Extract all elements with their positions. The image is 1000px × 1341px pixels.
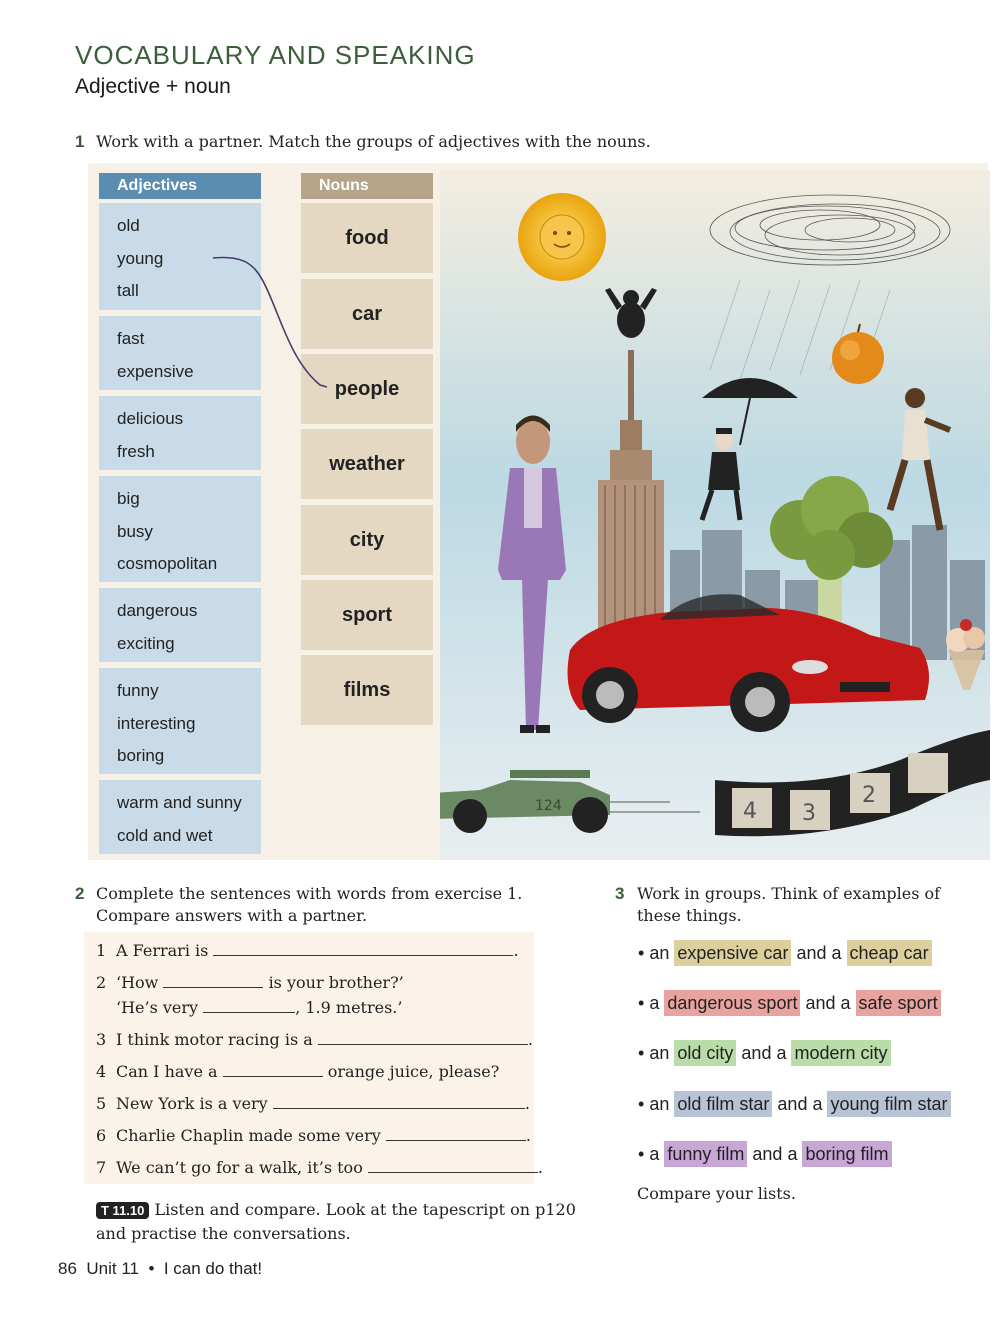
sentence-text: , 1.9 metres.’ [295, 998, 403, 1017]
bullet-connector: and a [752, 1144, 798, 1164]
adjective-group-6 [99, 668, 261, 774]
bullet-icon: • [638, 1144, 645, 1164]
adjective-word: old [117, 216, 140, 235]
highlight-phrase: safe sport [856, 990, 941, 1016]
collage-illustration [440, 170, 990, 860]
highlight-phrase: modern city [791, 1040, 890, 1066]
sentence-number: 2 [96, 973, 107, 992]
sentence-4 [96, 1062, 499, 1081]
unit-label: Unit 11 [86, 1259, 139, 1278]
adjectives-header: Adjectives [99, 173, 261, 199]
tapescript-badge[interactable]: T 11.10 [96, 1202, 149, 1219]
exercise-2-instruction-line1: Complete the sentences with words from exercise 1. [96, 884, 523, 903]
adjective-word: expensive [117, 361, 194, 381]
page-title: VOCABULARY AND SPEAKING [75, 40, 476, 70]
adjective-word: warm and sunny [117, 793, 242, 812]
highlight-phrase: young film star [827, 1091, 950, 1117]
sentence-text: I think motor racing is a [116, 1030, 313, 1049]
sentence-text: ‘How [116, 973, 159, 992]
adjective-group-4 [99, 476, 261, 582]
noun-box-city: city [301, 505, 433, 575]
listen-instruction [96, 1200, 576, 1219]
adjective-word: cold and wet [117, 825, 213, 845]
answer-blank[interactable] [318, 1030, 528, 1045]
sentence-text: is your brother?’ [268, 973, 404, 992]
bullet-connector: and a [741, 1043, 787, 1063]
listen-line2: and practise the conversations. [96, 1224, 351, 1243]
adjective-word: young [117, 248, 164, 268]
adjective-word: fast [117, 329, 145, 348]
adjective-word: dangerous [117, 601, 198, 620]
example-match-line [205, 250, 335, 395]
noun-box-people: people [301, 354, 433, 424]
adjective-word: busy [117, 521, 153, 541]
sentence-number: 4 [96, 1062, 107, 1081]
answer-blank[interactable] [368, 1158, 538, 1173]
page-number: 86 [58, 1259, 77, 1278]
highlight-phrase: cheap car [847, 940, 932, 966]
adjective-word: funny [117, 681, 159, 700]
bullet-article: an [649, 1043, 670, 1063]
bullet-item-5 [638, 1144, 892, 1165]
unit-title: I can do that! [163, 1259, 263, 1278]
exercise-3-instruction-line2: these things. [637, 906, 742, 925]
bullet-connector: and a [777, 1094, 823, 1114]
exercise-3-instruction-line1: Work in groups. Think of examples of [637, 884, 941, 903]
listen-line1: Listen and compare. Look at the tapescript on p120 [154, 1200, 576, 1219]
exercise-1-number: 1 [75, 132, 85, 151]
sentence-text: Can I have a [116, 1062, 218, 1081]
sentence-2 [96, 973, 404, 992]
answer-blank[interactable] [163, 973, 263, 988]
bullet-connector: and a [805, 993, 851, 1013]
answer-blank[interactable] [273, 1094, 525, 1109]
sentence-2b [96, 998, 402, 1017]
answer-blank[interactable] [213, 941, 513, 956]
car-number-label: 124 [535, 798, 562, 814]
highlight-phrase: old city [674, 1040, 736, 1066]
noun-box-car: car [301, 279, 433, 349]
highlight-phrase: funny film [664, 1141, 747, 1167]
adjective-word: delicious [117, 409, 184, 428]
adjective-word: big [117, 489, 140, 508]
bullet-article: a [649, 1144, 660, 1164]
sentence-text: . [525, 1126, 531, 1145]
adjective-word: boring [117, 746, 165, 765]
film-countdown-3: 3 [802, 801, 816, 826]
highlight-phrase: old film star [674, 1091, 772, 1117]
exercise-2-instruction-line2: Compare answers with a partner. [96, 906, 368, 925]
sentence-text: . [513, 941, 519, 960]
film-countdown-2: 2 [862, 783, 876, 808]
adjective-word: cosmopolitan [117, 554, 218, 573]
sentence-1 [96, 941, 519, 960]
highlight-phrase: boring film [802, 1141, 891, 1167]
sentence-6 [96, 1126, 531, 1145]
sentence-number: 1 [96, 941, 107, 960]
bullet-icon: • [638, 1094, 645, 1114]
highlight-phrase: dangerous sport [664, 990, 800, 1016]
sentence-text: Charlie Chaplin made some very [116, 1126, 381, 1145]
sentence-number: 5 [96, 1094, 107, 1113]
adjective-word: fresh [117, 441, 155, 461]
sentence-7 [96, 1158, 543, 1177]
sentence-3 [96, 1030, 533, 1049]
adjective-word: exciting [117, 633, 175, 653]
sentence-text: A Ferrari is [116, 941, 209, 960]
noun-box-sport: sport [301, 580, 433, 650]
exercise-1-instruction: Work with a partner. Match the groups of adjectives with the nouns. [96, 132, 651, 151]
sentence-number: 7 [96, 1158, 107, 1177]
exercise-3-closing: Compare your lists. [637, 1184, 796, 1203]
sentence-text: ‘He’s very [116, 998, 199, 1017]
noun-box-weather: weather [301, 429, 433, 499]
answer-blank[interactable] [386, 1126, 526, 1141]
exercise-2-number: 2 [75, 884, 85, 903]
bullet-article: an [649, 943, 670, 963]
page-footer [58, 1259, 262, 1279]
bullet-icon: • [638, 943, 645, 963]
answer-blank[interactable] [223, 1062, 323, 1077]
sentence-text: We can’t go for a walk, it’s too [116, 1158, 363, 1177]
bullet-item-1 [638, 943, 932, 964]
adjective-word: tall [117, 281, 139, 300]
bullet-item-3 [638, 1043, 891, 1064]
sun-icon [518, 193, 606, 281]
nouns-header: Nouns [301, 173, 433, 199]
sentence-5 [96, 1094, 530, 1113]
adjective-group-7 [99, 780, 261, 854]
highlight-phrase: expensive car [674, 940, 791, 966]
bullet-icon: • [638, 993, 645, 1013]
adjective-group-5 [99, 588, 261, 662]
sentence-text: orange juice, please? [327, 1062, 500, 1081]
exercise-3-number: 3 [615, 884, 625, 903]
footer-separator: • [148, 1259, 155, 1278]
bullet-article: a [649, 993, 660, 1013]
adjective-group-3 [99, 396, 261, 470]
bullet-item-4 [638, 1094, 951, 1115]
bullet-icon: • [638, 1043, 645, 1063]
bullet-article: an [649, 1094, 670, 1114]
noun-box-food: food [301, 203, 433, 273]
film-countdown-4: 4 [743, 799, 757, 824]
sentence-text: New York is a very [116, 1094, 268, 1113]
exercise-2-panel [84, 932, 534, 1184]
sentence-text: . [527, 1030, 533, 1049]
adjective-word: interesting [117, 713, 196, 733]
sentence-number: 6 [96, 1126, 107, 1145]
sentence-text: . [524, 1094, 530, 1113]
section-subtitle: Adjective + noun [75, 75, 231, 98]
sentence-number: 3 [96, 1030, 107, 1049]
noun-box-films: films [301, 655, 433, 725]
sentence-text: . [537, 1158, 544, 1177]
bullet-item-2 [638, 993, 941, 1014]
answer-blank[interactable] [203, 998, 295, 1013]
bullet-connector: and a [796, 943, 842, 963]
